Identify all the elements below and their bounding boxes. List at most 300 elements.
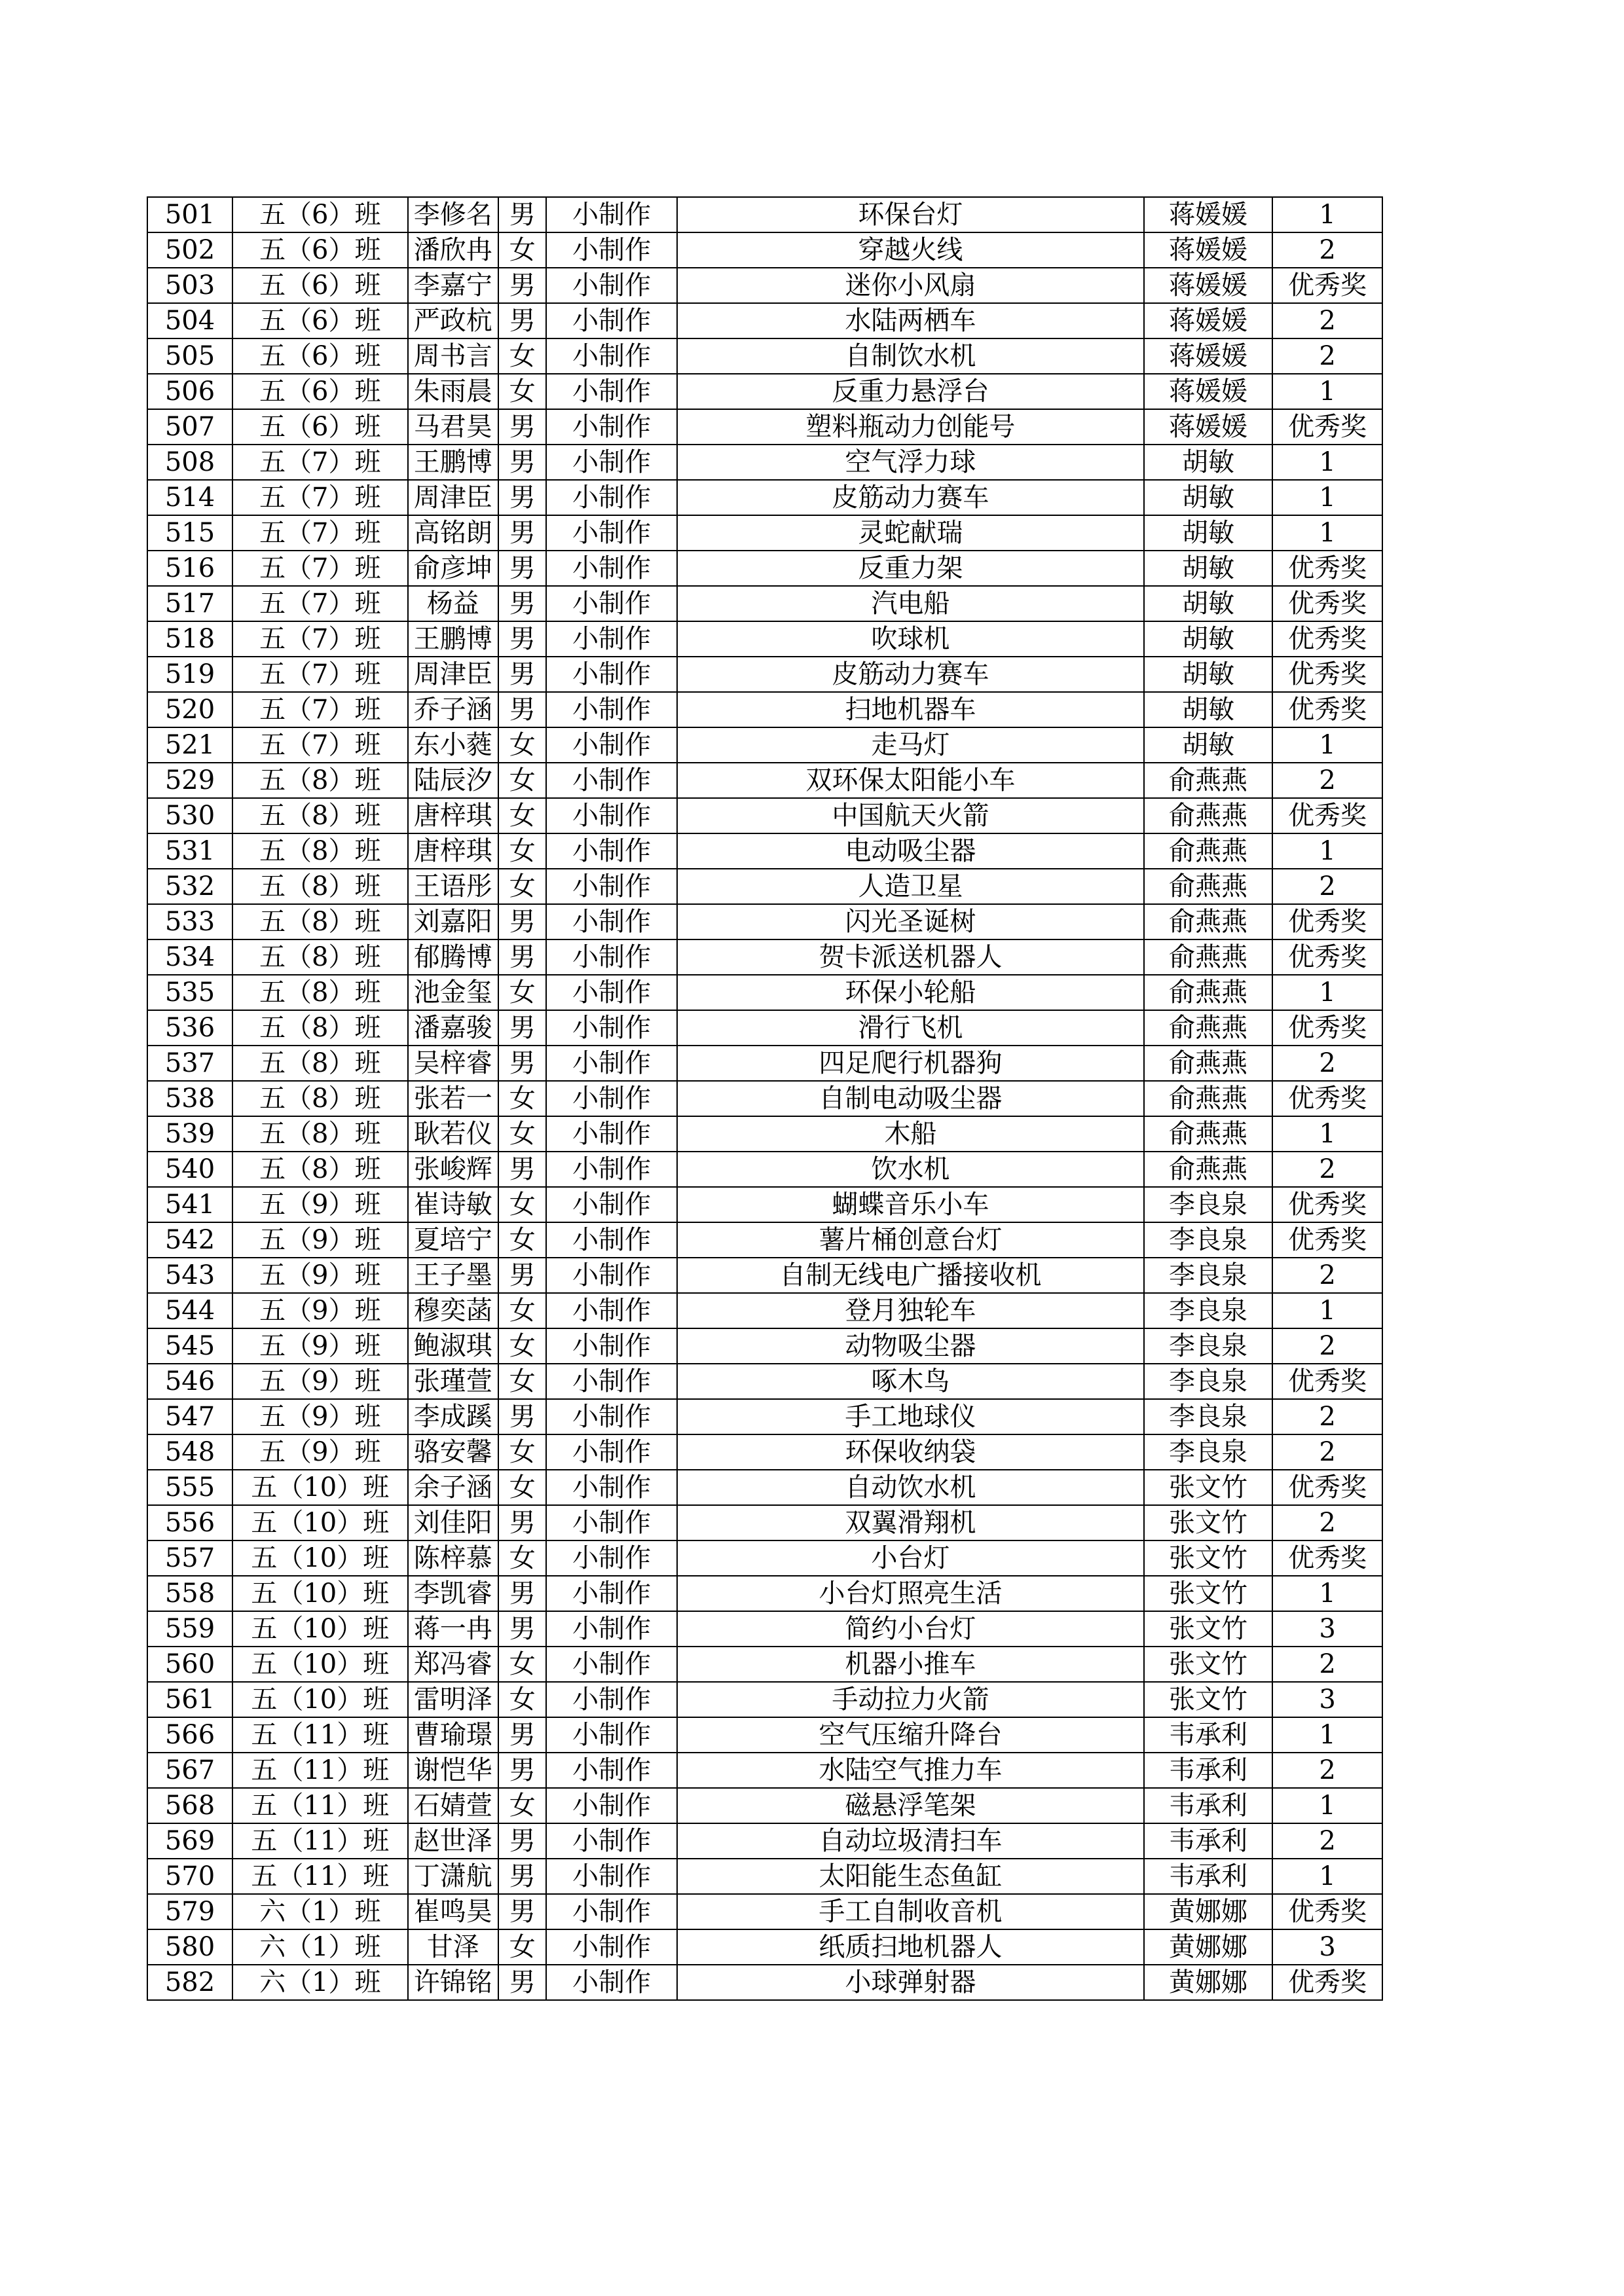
category-cell: 小制作 xyxy=(546,1894,676,1929)
work-title-cell: 小球弹射器 xyxy=(677,1965,1144,2000)
table-row xyxy=(147,1753,1382,1788)
gender-cell: 女 xyxy=(498,1788,546,1823)
work-title-cell: 灵蛇献瑞 xyxy=(677,515,1144,551)
category-cell: 小制作 xyxy=(546,1399,676,1434)
table-row xyxy=(147,1611,1382,1647)
award-level-cell: 1 xyxy=(1272,1293,1382,1328)
award-level-cell: 2 xyxy=(1272,1399,1382,1434)
entry-number-cell: 566 xyxy=(147,1717,232,1753)
teacher-name-cell: 胡敏 xyxy=(1144,480,1272,515)
category-cell: 小制作 xyxy=(546,1222,676,1258)
work-title-cell: 薯片桶创意台灯 xyxy=(677,1222,1144,1258)
entry-number-cell: 502 xyxy=(147,232,232,268)
table-row xyxy=(147,657,1382,692)
gender-cell: 女 xyxy=(498,869,546,904)
entry-number-cell: 533 xyxy=(147,904,232,939)
student-name-cell: 张若一 xyxy=(408,1081,498,1116)
teacher-name-cell: 张文竹 xyxy=(1144,1682,1272,1717)
table-row xyxy=(147,621,1382,657)
table-row xyxy=(147,551,1382,586)
entry-number-cell: 557 xyxy=(147,1540,232,1576)
student-name-cell: 张峻辉 xyxy=(408,1152,498,1187)
award-level-cell: 1 xyxy=(1272,445,1382,480)
category-cell: 小制作 xyxy=(546,1046,676,1081)
category-cell: 小制作 xyxy=(546,268,676,303)
table-row xyxy=(147,727,1382,763)
class-name-cell: 六（1）班 xyxy=(232,1894,407,1929)
category-cell: 小制作 xyxy=(546,939,676,975)
entry-number-cell: 560 xyxy=(147,1647,232,1682)
work-title-cell: 磁悬浮笔架 xyxy=(677,1788,1144,1823)
category-cell: 小制作 xyxy=(546,798,676,833)
class-name-cell: 五（6）班 xyxy=(232,303,407,338)
award-level-cell: 优秀奖 xyxy=(1272,1965,1382,2000)
entry-number-cell: 568 xyxy=(147,1788,232,1823)
table-row xyxy=(147,1258,1382,1293)
category-cell: 小制作 xyxy=(546,374,676,409)
gender-cell: 女 xyxy=(498,975,546,1010)
student-name-cell: 崔诗敏 xyxy=(408,1187,498,1222)
work-title-cell: 人造卫星 xyxy=(677,869,1144,904)
teacher-name-cell: 韦承利 xyxy=(1144,1823,1272,1859)
entry-number-cell: 514 xyxy=(147,480,232,515)
table-row xyxy=(147,833,1382,869)
table-row xyxy=(147,763,1382,798)
class-name-cell: 五（7）班 xyxy=(232,586,407,621)
teacher-name-cell: 黄娜娜 xyxy=(1144,1894,1272,1929)
work-title-cell: 木船 xyxy=(677,1116,1144,1152)
teacher-name-cell: 蒋媛媛 xyxy=(1144,232,1272,268)
category-cell: 小制作 xyxy=(546,338,676,374)
work-title-cell: 中国航天火箭 xyxy=(677,798,1144,833)
award-level-cell: 1 xyxy=(1272,515,1382,551)
award-level-cell: 优秀奖 xyxy=(1272,904,1382,939)
category-cell: 小制作 xyxy=(546,904,676,939)
student-name-cell: 许锦铭 xyxy=(408,1965,498,2000)
student-name-cell: 周津臣 xyxy=(408,480,498,515)
work-title-cell: 动物吸尘器 xyxy=(677,1328,1144,1364)
class-name-cell: 五（7）班 xyxy=(232,515,407,551)
entry-number-cell: 537 xyxy=(147,1046,232,1081)
work-title-cell: 闪光圣诞树 xyxy=(677,904,1144,939)
award-level-cell: 2 xyxy=(1272,869,1382,904)
class-name-cell: 五（6）班 xyxy=(232,232,407,268)
class-name-cell: 五（8）班 xyxy=(232,798,407,833)
gender-cell: 男 xyxy=(498,1576,546,1611)
entry-number-cell: 547 xyxy=(147,1399,232,1434)
teacher-name-cell: 胡敏 xyxy=(1144,727,1272,763)
work-title-cell: 双翼滑翔机 xyxy=(677,1505,1144,1540)
teacher-name-cell: 李良泉 xyxy=(1144,1293,1272,1328)
student-name-cell: 耿若仪 xyxy=(408,1116,498,1152)
table-row xyxy=(147,586,1382,621)
student-name-cell: 甘泽 xyxy=(408,1929,498,1965)
entry-number-cell: 535 xyxy=(147,975,232,1010)
teacher-name-cell: 胡敏 xyxy=(1144,551,1272,586)
entry-number-cell: 530 xyxy=(147,798,232,833)
table-row xyxy=(147,445,1382,480)
award-level-cell: 3 xyxy=(1272,1929,1382,1965)
category-cell: 小制作 xyxy=(546,869,676,904)
entry-number-cell: 540 xyxy=(147,1152,232,1187)
gender-cell: 女 xyxy=(498,374,546,409)
entry-number-cell: 516 xyxy=(147,551,232,586)
category-cell: 小制作 xyxy=(546,1576,676,1611)
award-level-cell: 2 xyxy=(1272,1152,1382,1187)
table-row xyxy=(147,374,1382,409)
category-cell: 小制作 xyxy=(546,1470,676,1505)
class-name-cell: 五（10）班 xyxy=(232,1540,407,1576)
class-name-cell: 五（11）班 xyxy=(232,1753,407,1788)
teacher-name-cell: 李良泉 xyxy=(1144,1222,1272,1258)
work-title-cell: 反重力架 xyxy=(677,551,1144,586)
student-name-cell: 骆安馨 xyxy=(408,1434,498,1470)
teacher-name-cell: 蒋媛媛 xyxy=(1144,409,1272,445)
category-cell: 小制作 xyxy=(546,1364,676,1399)
gender-cell: 女 xyxy=(498,1364,546,1399)
category-cell: 小制作 xyxy=(546,586,676,621)
table-row xyxy=(147,1152,1382,1187)
category-cell: 小制作 xyxy=(546,1717,676,1753)
work-title-cell: 贺卡派送机器人 xyxy=(677,939,1144,975)
class-name-cell: 五（7）班 xyxy=(232,727,407,763)
table-row xyxy=(147,1859,1382,1894)
gender-cell: 男 xyxy=(498,1965,546,2000)
award-level-cell: 优秀奖 xyxy=(1272,657,1382,692)
category-cell: 小制作 xyxy=(546,197,676,232)
work-title-cell: 纸质扫地机器人 xyxy=(677,1929,1144,1965)
entry-number-cell: 580 xyxy=(147,1929,232,1965)
award-level-cell: 优秀奖 xyxy=(1272,1894,1382,1929)
class-name-cell: 五（8）班 xyxy=(232,975,407,1010)
student-name-cell: 赵世泽 xyxy=(408,1823,498,1859)
category-cell: 小制作 xyxy=(546,1859,676,1894)
award-level-cell: 1 xyxy=(1272,1788,1382,1823)
teacher-name-cell: 李良泉 xyxy=(1144,1258,1272,1293)
work-title-cell: 迷你小风扇 xyxy=(677,268,1144,303)
table-row xyxy=(147,1046,1382,1081)
category-cell: 小制作 xyxy=(546,1152,676,1187)
work-title-cell: 自制电动吸尘器 xyxy=(677,1081,1144,1116)
entry-number-cell: 541 xyxy=(147,1187,232,1222)
class-name-cell: 五（8）班 xyxy=(232,833,407,869)
entry-number-cell: 570 xyxy=(147,1859,232,1894)
work-title-cell: 空气压缩升降台 xyxy=(677,1717,1144,1753)
work-title-cell: 简约小台灯 xyxy=(677,1611,1144,1647)
gender-cell: 女 xyxy=(498,1222,546,1258)
category-cell: 小制作 xyxy=(546,1081,676,1116)
teacher-name-cell: 胡敏 xyxy=(1144,621,1272,657)
category-cell: 小制作 xyxy=(546,975,676,1010)
entry-number-cell: 555 xyxy=(147,1470,232,1505)
category-cell: 小制作 xyxy=(546,1540,676,1576)
class-name-cell: 六（1）班 xyxy=(232,1929,407,1965)
category-cell: 小制作 xyxy=(546,1116,676,1152)
entry-number-cell: 582 xyxy=(147,1965,232,2000)
teacher-name-cell: 俞燕燕 xyxy=(1144,1116,1272,1152)
student-name-cell: 周书言 xyxy=(408,338,498,374)
class-name-cell: 五（7）班 xyxy=(232,621,407,657)
award-level-cell: 优秀奖 xyxy=(1272,1222,1382,1258)
work-title-cell: 环保收纳袋 xyxy=(677,1434,1144,1470)
category-cell: 小制作 xyxy=(546,1505,676,1540)
category-cell: 小制作 xyxy=(546,303,676,338)
student-name-cell: 杨益 xyxy=(408,586,498,621)
entry-number-cell: 508 xyxy=(147,445,232,480)
category-cell: 小制作 xyxy=(546,1328,676,1364)
class-name-cell: 五（10）班 xyxy=(232,1682,407,1717)
table-row xyxy=(147,939,1382,975)
award-level-cell: 1 xyxy=(1272,1859,1382,1894)
work-title-cell: 机器小推车 xyxy=(677,1647,1144,1682)
entry-number-cell: 518 xyxy=(147,621,232,657)
gender-cell: 女 xyxy=(498,1929,546,1965)
gender-cell: 男 xyxy=(498,1753,546,1788)
entry-number-cell: 505 xyxy=(147,338,232,374)
class-name-cell: 五（9）班 xyxy=(232,1293,407,1328)
award-level-cell: 1 xyxy=(1272,1116,1382,1152)
category-cell: 小制作 xyxy=(546,1682,676,1717)
student-name-cell: 王语彤 xyxy=(408,869,498,904)
teacher-name-cell: 蒋媛媛 xyxy=(1144,268,1272,303)
award-level-cell: 2 xyxy=(1272,1328,1382,1364)
award-level-cell: 优秀奖 xyxy=(1272,621,1382,657)
class-name-cell: 五（6）班 xyxy=(232,268,407,303)
student-name-cell: 高铭朗 xyxy=(408,515,498,551)
award-level-cell: 优秀奖 xyxy=(1272,1187,1382,1222)
class-name-cell: 五（10）班 xyxy=(232,1470,407,1505)
gender-cell: 女 xyxy=(498,232,546,268)
student-name-cell: 夏培宁 xyxy=(408,1222,498,1258)
gender-cell: 女 xyxy=(498,1081,546,1116)
teacher-name-cell: 蒋媛媛 xyxy=(1144,197,1272,232)
gender-cell: 男 xyxy=(498,1010,546,1046)
entry-number-cell: 536 xyxy=(147,1010,232,1046)
teacher-name-cell: 李良泉 xyxy=(1144,1328,1272,1364)
teacher-name-cell: 张文竹 xyxy=(1144,1576,1272,1611)
work-title-cell: 吹球机 xyxy=(677,621,1144,657)
gender-cell: 男 xyxy=(498,657,546,692)
table-row xyxy=(147,1576,1382,1611)
gender-cell: 男 xyxy=(498,1823,546,1859)
entry-number-cell: 546 xyxy=(147,1364,232,1399)
category-cell: 小制作 xyxy=(546,551,676,586)
class-name-cell: 五（10）班 xyxy=(232,1647,407,1682)
category-cell: 小制作 xyxy=(546,1434,676,1470)
work-title-cell: 皮筋动力赛车 xyxy=(677,657,1144,692)
table-body xyxy=(147,197,1382,2000)
class-name-cell: 五（6）班 xyxy=(232,409,407,445)
award-level-cell: 1 xyxy=(1272,975,1382,1010)
table-row xyxy=(147,1647,1382,1682)
work-title-cell: 太阳能生态鱼缸 xyxy=(677,1859,1144,1894)
table-row xyxy=(147,1434,1382,1470)
teacher-name-cell: 俞燕燕 xyxy=(1144,869,1272,904)
gender-cell: 男 xyxy=(498,303,546,338)
class-name-cell: 五（10）班 xyxy=(232,1505,407,1540)
student-name-cell: 吴梓睿 xyxy=(408,1046,498,1081)
table-row xyxy=(147,1187,1382,1222)
student-name-cell: 唐梓琪 xyxy=(408,833,498,869)
table-row xyxy=(147,692,1382,727)
gender-cell: 女 xyxy=(498,1682,546,1717)
award-level-cell: 优秀奖 xyxy=(1272,1470,1382,1505)
student-name-cell: 潘嘉骏 xyxy=(408,1010,498,1046)
table-row xyxy=(147,904,1382,939)
table-row xyxy=(147,1364,1382,1399)
class-name-cell: 五（11）班 xyxy=(232,1859,407,1894)
entry-number-cell: 534 xyxy=(147,939,232,975)
award-level-cell: 优秀奖 xyxy=(1272,551,1382,586)
work-title-cell: 双环保太阳能小车 xyxy=(677,763,1144,798)
teacher-name-cell: 蒋媛媛 xyxy=(1144,374,1272,409)
work-title-cell: 穿越火线 xyxy=(677,232,1144,268)
class-name-cell: 五（8）班 xyxy=(232,1046,407,1081)
table-row xyxy=(147,1470,1382,1505)
award-level-cell: 优秀奖 xyxy=(1272,692,1382,727)
class-name-cell: 五（10）班 xyxy=(232,1611,407,1647)
award-level-cell: 2 xyxy=(1272,763,1382,798)
student-name-cell: 刘嘉阳 xyxy=(408,904,498,939)
award-level-cell: 1 xyxy=(1272,727,1382,763)
entry-number-cell: 504 xyxy=(147,303,232,338)
entry-number-cell: 544 xyxy=(147,1293,232,1328)
student-name-cell: 穆奕菡 xyxy=(408,1293,498,1328)
class-name-cell: 五（11）班 xyxy=(232,1823,407,1859)
award-level-cell: 优秀奖 xyxy=(1272,1364,1382,1399)
student-name-cell: 鲍淑琪 xyxy=(408,1328,498,1364)
teacher-name-cell: 俞燕燕 xyxy=(1144,939,1272,975)
award-level-cell: 2 xyxy=(1272,1647,1382,1682)
work-title-cell: 电动吸尘器 xyxy=(677,833,1144,869)
teacher-name-cell: 李良泉 xyxy=(1144,1364,1272,1399)
entry-number-cell: 520 xyxy=(147,692,232,727)
gender-cell: 男 xyxy=(498,1258,546,1293)
table-row xyxy=(147,409,1382,445)
student-name-cell: 郁腾博 xyxy=(408,939,498,975)
class-name-cell: 六（1）班 xyxy=(232,1965,407,2000)
table-row xyxy=(147,1788,1382,1823)
teacher-name-cell: 黄娜娜 xyxy=(1144,1929,1272,1965)
gender-cell: 女 xyxy=(498,1470,546,1505)
gender-cell: 男 xyxy=(498,445,546,480)
category-cell: 小制作 xyxy=(546,480,676,515)
gender-cell: 男 xyxy=(498,515,546,551)
gender-cell: 男 xyxy=(498,409,546,445)
table-row xyxy=(147,1717,1382,1753)
category-cell: 小制作 xyxy=(546,1823,676,1859)
table-row xyxy=(147,515,1382,551)
award-level-cell: 2 xyxy=(1272,1258,1382,1293)
work-title-cell: 自制无线电广播接收机 xyxy=(677,1258,1144,1293)
work-title-cell: 塑料瓶动力创能号 xyxy=(677,409,1144,445)
table-row xyxy=(147,1505,1382,1540)
work-title-cell: 环保台灯 xyxy=(677,197,1144,232)
table-row xyxy=(147,197,1382,232)
category-cell: 小制作 xyxy=(546,833,676,869)
teacher-name-cell: 韦承利 xyxy=(1144,1859,1272,1894)
gender-cell: 男 xyxy=(498,197,546,232)
student-name-cell: 严政杭 xyxy=(408,303,498,338)
student-name-cell: 东小蕤 xyxy=(408,727,498,763)
table-row xyxy=(147,338,1382,374)
work-title-cell: 走马灯 xyxy=(677,727,1144,763)
gender-cell: 女 xyxy=(498,727,546,763)
gender-cell: 女 xyxy=(498,1540,546,1576)
student-name-cell: 李成蹊 xyxy=(408,1399,498,1434)
student-name-cell: 王鹏博 xyxy=(408,621,498,657)
category-cell: 小制作 xyxy=(546,1647,676,1682)
work-title-cell: 自动饮水机 xyxy=(677,1470,1144,1505)
work-title-cell: 手工地球仪 xyxy=(677,1399,1144,1434)
work-title-cell: 自制饮水机 xyxy=(677,338,1144,374)
class-name-cell: 五（9）班 xyxy=(232,1364,407,1399)
student-name-cell: 俞彦坤 xyxy=(408,551,498,586)
work-title-cell: 蝴蝶音乐小车 xyxy=(677,1187,1144,1222)
work-title-cell: 水陆两栖车 xyxy=(677,303,1144,338)
teacher-name-cell: 胡敏 xyxy=(1144,692,1272,727)
category-cell: 小制作 xyxy=(546,1187,676,1222)
student-name-cell: 乔子涵 xyxy=(408,692,498,727)
student-name-cell: 李嘉宁 xyxy=(408,268,498,303)
student-name-cell: 石婧萱 xyxy=(408,1788,498,1823)
award-level-cell: 2 xyxy=(1272,1823,1382,1859)
gender-cell: 女 xyxy=(498,1647,546,1682)
gender-cell: 女 xyxy=(498,1116,546,1152)
entry-number-cell: 548 xyxy=(147,1434,232,1470)
gender-cell: 男 xyxy=(498,1152,546,1187)
award-level-cell: 2 xyxy=(1272,1434,1382,1470)
gender-cell: 男 xyxy=(498,268,546,303)
work-title-cell: 四足爬行机器狗 xyxy=(677,1046,1144,1081)
class-name-cell: 五（6）班 xyxy=(232,338,407,374)
entry-number-cell: 539 xyxy=(147,1116,232,1152)
entry-number-cell: 515 xyxy=(147,515,232,551)
class-name-cell: 五（9）班 xyxy=(232,1258,407,1293)
student-name-cell: 池金玺 xyxy=(408,975,498,1010)
class-name-cell: 五（7）班 xyxy=(232,445,407,480)
class-name-cell: 五（8）班 xyxy=(232,763,407,798)
entry-number-cell: 579 xyxy=(147,1894,232,1929)
award-level-cell: 优秀奖 xyxy=(1272,798,1382,833)
gender-cell: 男 xyxy=(498,1046,546,1081)
entry-number-cell: 517 xyxy=(147,586,232,621)
award-level-cell: 优秀奖 xyxy=(1272,1540,1382,1576)
work-title-cell: 空气浮力球 xyxy=(677,445,1144,480)
class-name-cell: 五（8）班 xyxy=(232,904,407,939)
gender-cell: 男 xyxy=(498,586,546,621)
student-name-cell: 张瑾萱 xyxy=(408,1364,498,1399)
category-cell: 小制作 xyxy=(546,1258,676,1293)
gender-cell: 男 xyxy=(498,480,546,515)
category-cell: 小制作 xyxy=(546,727,676,763)
award-level-cell: 优秀奖 xyxy=(1272,409,1382,445)
entry-number-cell: 529 xyxy=(147,763,232,798)
entry-number-cell: 543 xyxy=(147,1258,232,1293)
class-name-cell: 五（8）班 xyxy=(232,1081,407,1116)
student-name-cell: 余子涵 xyxy=(408,1470,498,1505)
work-title-cell: 手工自制收音机 xyxy=(677,1894,1144,1929)
teacher-name-cell: 黄娜娜 xyxy=(1144,1965,1272,2000)
award-level-cell: 1 xyxy=(1272,480,1382,515)
teacher-name-cell: 胡敏 xyxy=(1144,515,1272,551)
table-row xyxy=(147,1222,1382,1258)
student-name-cell: 陈梓慕 xyxy=(408,1540,498,1576)
work-title-cell: 扫地机器车 xyxy=(677,692,1144,727)
entry-number-cell: 519 xyxy=(147,657,232,692)
entry-number-cell: 558 xyxy=(147,1576,232,1611)
teacher-name-cell: 蒋媛媛 xyxy=(1144,338,1272,374)
